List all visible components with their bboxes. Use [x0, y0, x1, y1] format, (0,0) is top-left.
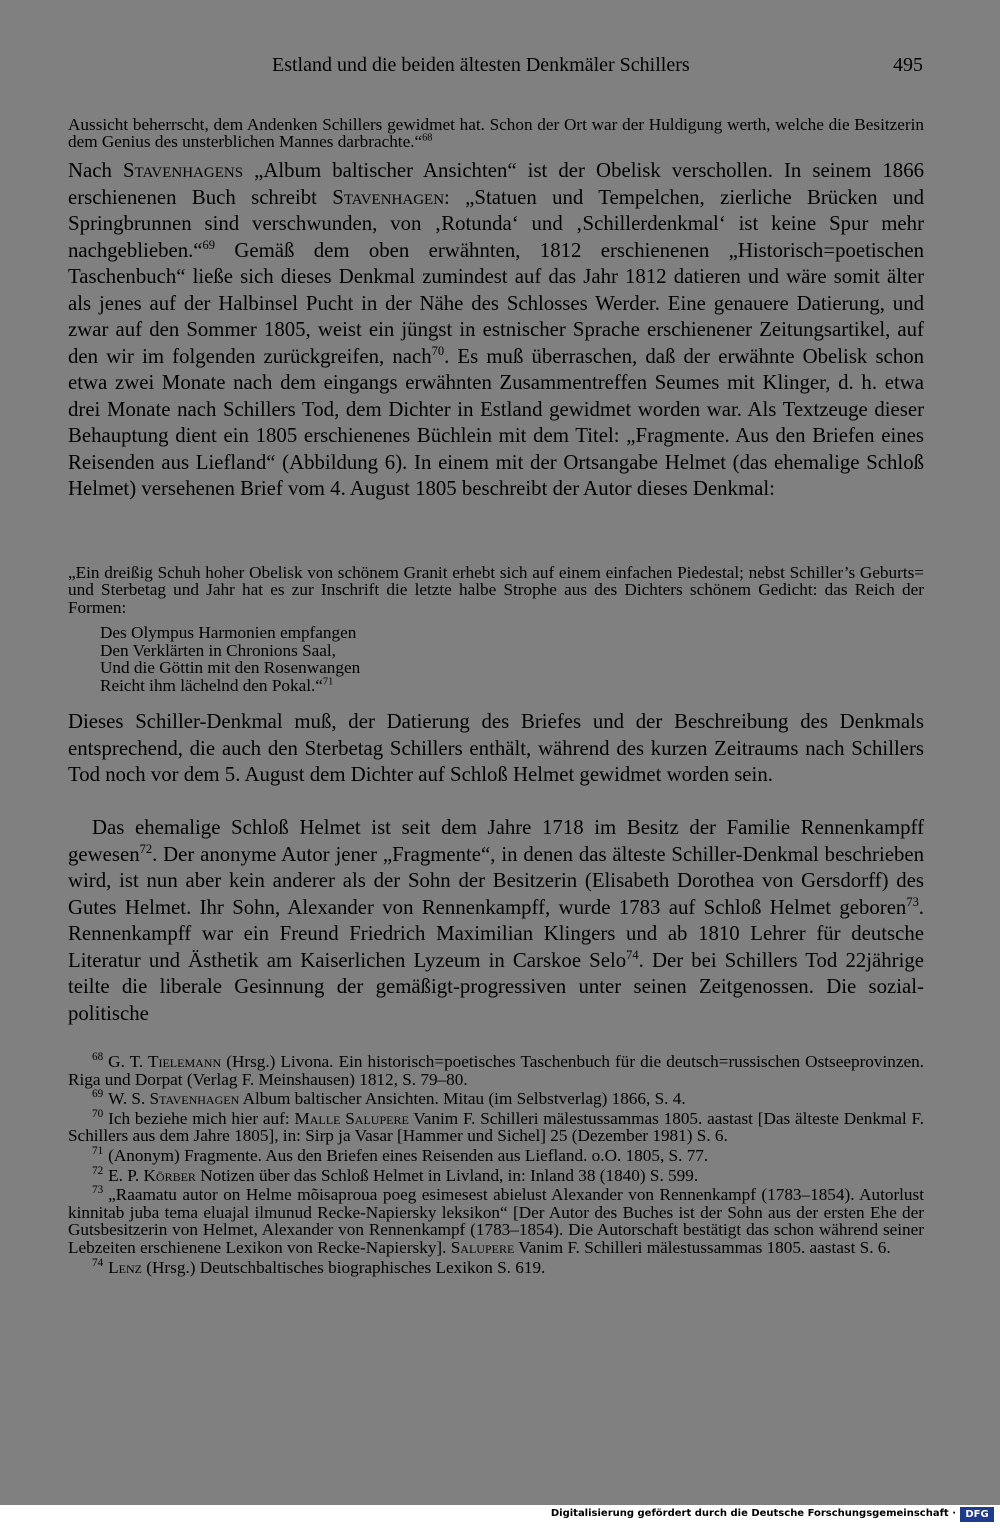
- running-title: Estland und die beiden ältesten Denkmäler Schillers: [272, 54, 690, 76]
- poem-line: Und die Göttin mit den Rosenwangen: [100, 658, 361, 677]
- poem-line: [100, 677, 360, 695]
- footnote-text: (Hrsg.) Deutschbaltisches biographisches Lexikon S. 619.: [142, 1257, 546, 1277]
- footnote-ref: 68: [422, 132, 433, 144]
- author-name: Salupere: [450, 1237, 515, 1257]
- running-head: [0, 50, 1000, 80]
- author-name: Stavenhagen: [332, 185, 445, 209]
- text: . Der anonyme Autor jener „Fragmente“, in denen das älteste Schiller-Denkmal beschrieben wird, ist nun aber kein anderer als der Sohn der Besitzerin (Elisabeth Dorothea von Gersdorff) des Gutes Helmet. Ihr Sohn, Alexander von Rennenkampff, wurde 1783 auf Schloß Helmet geboren: [68, 842, 924, 919]
- footnotes: [68, 1053, 924, 1278]
- footnote-text: Vanim F. Schilleri mälestussammas 1805. aastast S. 6.: [514, 1237, 891, 1257]
- author-name: W. S. Stavenhagen: [108, 1089, 240, 1109]
- footnote-number: 73: [92, 1184, 104, 1197]
- text: Dieses Schiller-Denkmal muß, der Datierung des Briefes und der Beschreibung des Denkmals entsprechend, die auch den Sterbetag Schillers enthält, während des kurzen Zeitraums nach Schillers Tod noch vor dem 5. August dem Dichter auf Schloß Helmet gewidmet worden sein.: [68, 710, 924, 786]
- paragraph-1: [68, 158, 924, 503]
- poem-line: Des Olympus Harmonien empfangen: [100, 623, 357, 642]
- author-name: G. T. Tielemann: [108, 1052, 222, 1071]
- poem-line: Den Verklärten in Chronions Saal,: [100, 640, 336, 660]
- footnote-text: Vanim F. Schilleri mälestussammas 1805. aastast [Das älteste Denkmal F. Schillers aus dem Jahre 1805], in: Sirp ja Vasar [Hammer und Sichel] 25 (Dezember 1981) S. 6.: [68, 1108, 925, 1146]
- footnote-text: Ich beziehe mich hier auf:: [108, 1108, 295, 1128]
- author-name: E. P. Körber: [108, 1165, 196, 1185]
- block-quote-top: [68, 116, 924, 151]
- author-name: Lenz: [108, 1257, 142, 1277]
- footnote-74: [68, 1256, 924, 1277]
- dfg-logo: DFG: [960, 1507, 994, 1522]
- paragraph-2: [68, 709, 924, 789]
- paragraph-3: [68, 815, 924, 1027]
- footnote-number: 72: [92, 1164, 104, 1177]
- text: . Der bei Schillers Tod 22jährige teilte die liberale Gesinnung der gemäßigt-progressiven unter seinen Zeitgenossen. Die sozial-politische: [68, 948, 924, 1025]
- text: „Album baltischer Ansichten“ ist der Obelisk verschollen. In seinem 1866 erschienenen Buch schreibt: [68, 159, 924, 209]
- footnote-text: (Anonym) Fragmente. Aus den Briefen eines Reisenden aus Liefland. o.O. 1805, S. 77.: [108, 1145, 709, 1165]
- footnote-68: [68, 1053, 924, 1088]
- block-quote-letter: [68, 564, 924, 616]
- text: Gemäß dem oben erwähnten, 1812 erschienenen „Historisch=poetischen Taschenbuch“ ließe sich dieses Denkmal zumindest auf das Jahr 1812 datieren und wäre somit älter als jenes auf der Halbinsel Pucht in der Nähe des Schlosses Werder. Eine genauere Datierung, und zwar auf den Sommer 1805, weist ein jüngst in estnischer Sprache erschienener Zeitungsartikel, auf den wir im folgenden zurückgreifen, nach: [68, 238, 924, 368]
- footnote-text: Album baltischer Ansichten. Mitau (im Selbstverlag) 1866, S. 4.: [239, 1089, 686, 1109]
- page-number: 495: [893, 54, 923, 76]
- author-name: Stavenhagens: [122, 159, 244, 182]
- quote-text: Aussicht beherrscht, dem Andenken Schillers gewidmet hat. Schon der Ort war der Huldigung werth, welche die Besitzerin dem Genius des unsterblichen Mannes darbrachte.“: [68, 115, 924, 152]
- footnote-71: [68, 1147, 924, 1165]
- footnote-number: 68: [92, 1051, 104, 1064]
- footnote-number: 71: [92, 1145, 104, 1158]
- footnote-ref: 69: [202, 237, 215, 252]
- text: Das ehemalige Schloß Helmet ist seit dem Jahre 1718 im Besitz der Familie Rennenkampff gewesen: [68, 816, 924, 866]
- text: . Rennenkampff war ein Freund Friedrich Maximilian Klingers und ab 1810 Lehrer für deutsche Literatur und Ästhetik am Kaiserlichen Lyzeum in Carskoe Selo: [68, 895, 924, 972]
- text: . Es muß überraschen, daß der erwähnte Obelisk schon etwa zwei Monate nach dem eingangs erwähnten Zusammentreffen Seumes mit Klinger, d. h. etwa drei Monate nach Schillers Tod, dem Dichter in Estland gewidmet worden war. Als Textzeuge dieser Behauptung dient ein 1805 erschienenes Büchlein mit dem Titel: „Fragmente. Aus den Briefen eines Reisenden aus Liefland“ (Abbildung 6). In einem mit der Ortsangabe Helmet (das ehemalige Schloß Helmet) versehenen Brief vom 4. August 1805 beschreibt der Autor dieses Denkmal:: [68, 344, 924, 500]
- footnote-number: 74: [92, 1256, 104, 1269]
- footnote-ref: 71: [322, 675, 334, 687]
- footnote-ref: 73: [906, 894, 919, 909]
- text: : „Statuen und Tempelchen, zierliche Brücken und Springbrunnen sind verschwunden, von ‚Rotunda‘ und ‚Schillerdenkmal‘ ist keine Spur mehr nachgeblieben.“: [68, 185, 924, 262]
- digitization-credit: Digitalisierung gefördert durch die Deutsche Forschungsgemeinschaft ·: [550, 1508, 956, 1519]
- footnote-text: „Raamatu autor on Helme mõisaproua poeg esimesest abielust Alexander von Rennenkampf (1783–1854). Autorlust kinnitab juba tema eluajal ilmunud Recke-Napiersky leksikon“ [Der Autor des Buches ist der Sohn aus der ersten Ehe der Gutsbesitzerin von Helmet, Alexander von Rennenkampf (1783–1854). Die Autorschaft bestätigt das schon während seiner Lebzeiten erschienene Lexikon von Recke-Napiersky].: [68, 1185, 924, 1257]
- footnote-70: [68, 1110, 924, 1145]
- footnote-69: [68, 1090, 924, 1108]
- author-name: Malle Salupere: [294, 1108, 409, 1128]
- footnote-number: 70: [92, 1108, 104, 1121]
- footnote-ref: 74: [626, 947, 639, 962]
- footnote-ref: 72: [139, 841, 153, 856]
- footnote-number: 69: [92, 1088, 104, 1101]
- footnote-72: [68, 1164, 924, 1185]
- footnote-ref: 70: [431, 343, 445, 358]
- footnote-text: Notizen über das Schloß Helmet in Livland, in: Inland 38 (1840) S. 599.: [195, 1165, 699, 1185]
- footnote-73: [68, 1186, 924, 1256]
- quote-text: „Ein dreißig Schuh hoher Obelisk von schönem Granit erhebt sich auf einem einfachen Piedestal; nebst Schiller’s Geburts= und Sterbetag und Jahr hat es zur Inschrift die letzte halbe Strophe aus des Dichters schönem Gedicht: das Reich der Formen:: [68, 563, 924, 617]
- text: Nach: [68, 159, 123, 182]
- poem-stanza: [100, 624, 360, 694]
- footnote-text: (Hrsg.) Livona. Ein historisch=poetisches Taschenbuch für die deutsch=russischen Ostseeprovinzen. Riga und Dorpat (Verlag F. Meinshausen) 1812, S. 79–80.: [68, 1052, 924, 1089]
- poem-line-text: Reicht ihm lächelnd den Pokal.“: [100, 675, 323, 695]
